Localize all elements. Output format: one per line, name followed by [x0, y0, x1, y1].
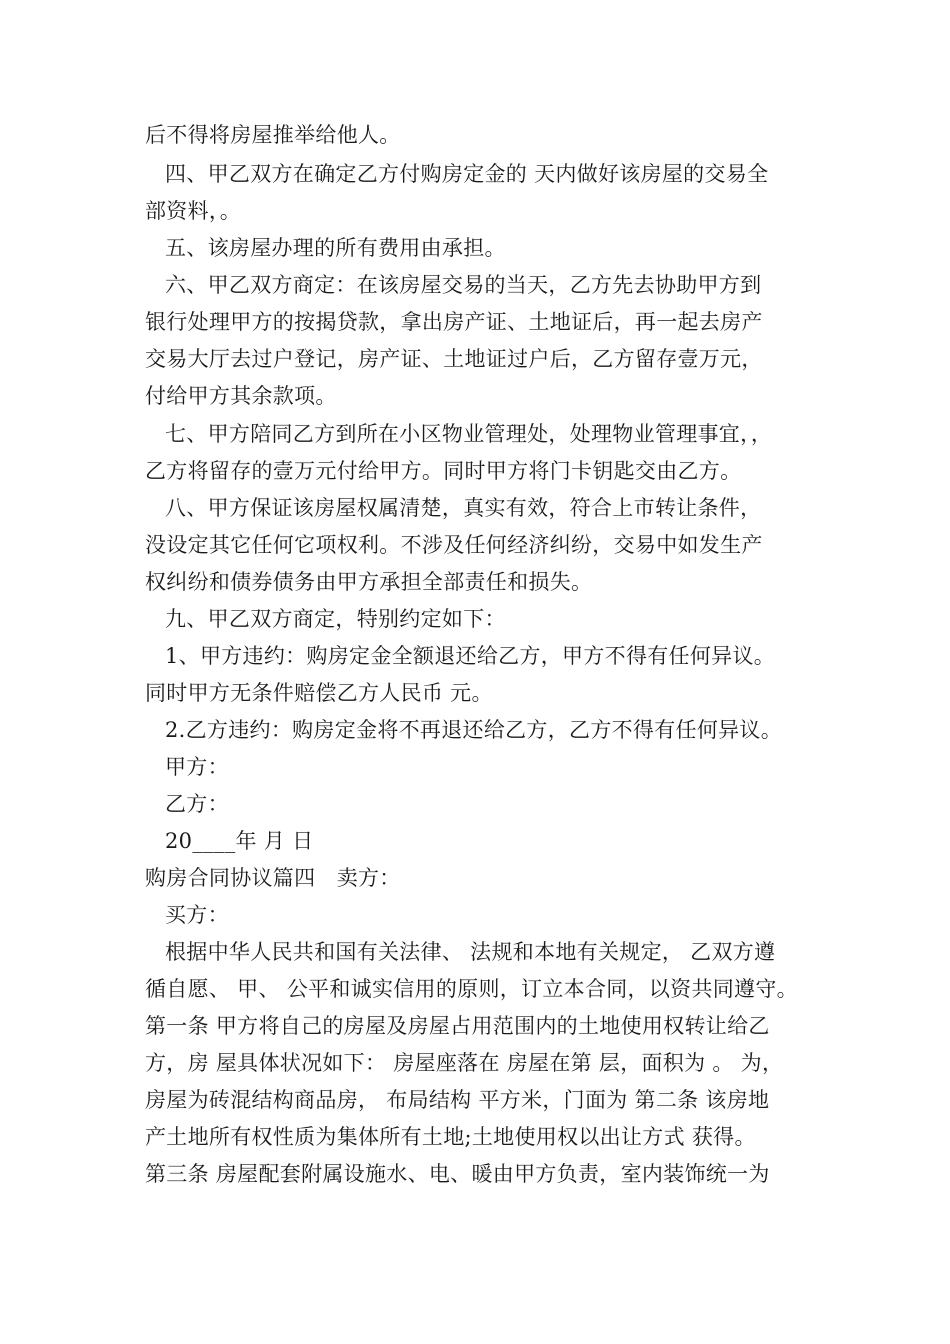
- text-line: 乙方将留存的壹万元付给甲方。同时甲方将门卡钥匙交由乙方。: [145, 459, 742, 483]
- text-line: 部资料，。: [145, 199, 241, 223]
- signature-party-a: 甲方：: [165, 755, 229, 779]
- signature-date: 20____年 月 日: [165, 829, 314, 853]
- text-line: 买方：: [165, 903, 229, 927]
- text-line: 后不得将房屋推举给他人。: [145, 123, 401, 147]
- section-heading: 购房合同协议篇四 卖方：: [145, 866, 401, 890]
- text-line: 1、甲方违约：购房定金全额退还给乙方，甲方不得有任何异议。: [165, 644, 776, 668]
- text-line: 产土地所有权性质为集体所有土地;土地使用权以出让方式 获得。: [145, 1125, 756, 1149]
- text-line: 交易大厅去过户登记，房产证、土地证过户后，乙方留存壹万元，: [145, 347, 763, 371]
- text-line: 循自愿、 甲、 公平和诚实信用的原则，订立本合同，以资共同遵守。: [145, 977, 798, 1001]
- text-line: 八、甲方保证该房屋权属清楚，真实有效，符合上市转让条件，: [165, 496, 762, 520]
- text-line: 七、甲方陪同乙方到所在小区物业管理处，处理物业管理事宜，，: [165, 422, 773, 446]
- text-line: 权纠纷和债券债务由甲方承担全部责任和损失。: [145, 570, 593, 594]
- text-line: 没设定其它任何它项权利。不涉及任何经济纠纷，交易中如发生产: [145, 533, 763, 557]
- text-line: 2.乙方违约：购房定金将不再退还给乙方，乙方不得有任何异议。: [165, 718, 783, 742]
- signature-party-b: 乙方：: [165, 792, 229, 816]
- text-line: 第三条 房屋配套附属设施水、电、暖由甲方负责，室内装饰统一为: [145, 1162, 770, 1186]
- text-line: 方，房 屋具体状况如下： 房屋座落在 房屋在第 层，面积为 。 为，: [145, 1051, 784, 1075]
- text-line: 四、甲乙双方在确定乙方付购房定金的 天内做好该房屋的交易全: [165, 162, 769, 186]
- text-line: 第一条 甲方将自己的房屋及房屋占用范围内的土地使用权转让给乙: [145, 1014, 770, 1038]
- text-line: 房屋为砖混结构商品房， 布局结构 平方米，门面为 第二条 该房地: [145, 1088, 770, 1112]
- text-line: 根据中华人民共和国有关法律、 法规和本地有关规定， 乙双方遵: [165, 940, 776, 964]
- text-line: 同时甲方无条件赔偿乙方人民币 元。: [145, 681, 493, 705]
- text-line: 五、该房屋办理的所有费用由承担。: [165, 236, 506, 260]
- text-line: 银行处理甲方的按揭贷款，拿出房产证、土地证后，再一起去房产: [145, 310, 763, 334]
- text-line: 九、甲乙双方商定，特别约定如下：: [165, 607, 506, 631]
- text-line: 付给甲方其余款项。: [145, 384, 337, 408]
- text-line: 六、甲乙双方商定：在该房屋交易的当天，乙方先去协助甲方到: [165, 273, 762, 297]
